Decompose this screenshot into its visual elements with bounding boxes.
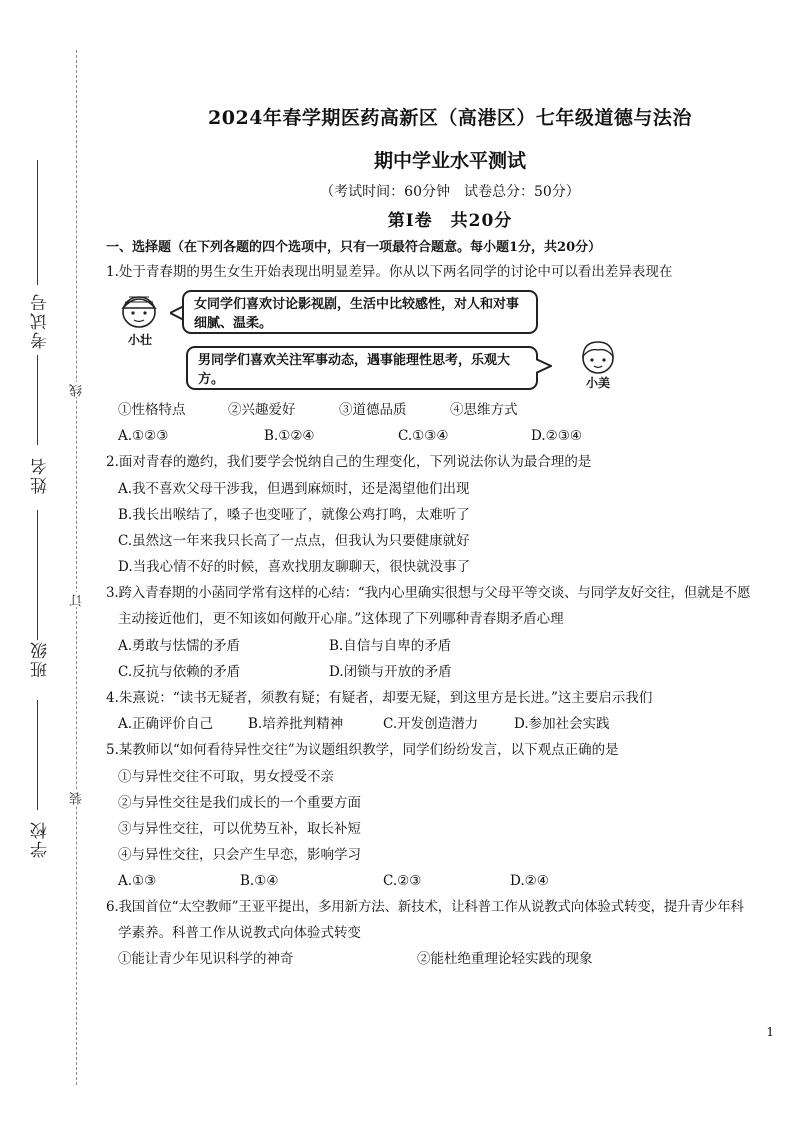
q5-option-d: D.②④: [510, 873, 549, 889]
q2-option-b: B.我长出喉结了，嗓子也变哑了，就像公鸡打鸣，太难听了: [118, 507, 470, 523]
exam-no-label: 考试号: [31, 292, 51, 349]
q1-option-d: D.②③④: [531, 428, 582, 444]
q5-item-1: ①与异性交往不可取，男女授受不亲: [118, 769, 334, 785]
q5-item-2: ②与异性交往是我们成长的一个重要方面: [118, 795, 361, 811]
q4-stem: 4.朱熹说：“读书无疑者，须教有疑；有疑者，却要无疑，到这里方是长进。”这主要启示我们: [106, 690, 653, 706]
q1-stem: 1.处于青春期的男生女生开始表现出明显差异。你从以下两名同学的讨论中可以看出差异表现在: [106, 264, 673, 280]
q1-item-1: ①性格特点: [118, 402, 186, 418]
class-underline: [37, 510, 38, 640]
q5-item-3: ③与异性交往，可以优势互补，取长补短: [118, 821, 361, 837]
seal-dashed-line: [76, 50, 77, 1085]
q6-stem-line2: 学素养。科普工作从说教式向体验式转变: [118, 925, 361, 941]
q2-option-a: A.我不喜欢父母干涉我，但遇到麻烦时，还是渴望他们出现: [118, 481, 470, 497]
q6-item-1: ①能让青少年见识科学的神奇: [118, 951, 294, 967]
q3-option-b: B.自信与自卑的矛盾: [329, 638, 452, 654]
q4-option-d: D.参加社会实践: [514, 716, 610, 732]
girl-speech-bubble: 男同学们喜欢关注军事动态，遇事能理性思考，乐观大方。: [186, 346, 538, 390]
seal-bind-mark: 订: [70, 592, 85, 607]
school-label: 学校: [31, 820, 51, 858]
section1-heading: 一、选择题（在下列各题的四个选项中，只有一项最符合题意。每小题1分，共20分）: [106, 240, 602, 255]
q3-option-c: C.反抗与依赖的矛盾: [118, 664, 241, 680]
name-label: 姓名: [31, 456, 51, 494]
q3-option-a: A.勇敢与怯懦的矛盾: [118, 638, 241, 654]
girl-avatar-icon: [574, 336, 622, 378]
seal-install-mark: 装: [70, 790, 85, 805]
school-underline: [37, 700, 38, 810]
q6-item-2: ②能杜绝重理论轻实践的现象: [417, 951, 593, 967]
q1-option-a: A.①②③: [118, 428, 169, 444]
exam-info: （考试时间：60分钟 试卷总分：50分）: [320, 184, 580, 200]
page-number: 1: [766, 1025, 774, 1039]
girl-bubble-tail: [536, 358, 552, 374]
exam-title-line1: 2024年春学期医药高新区（高港区）七年级道德与法治: [208, 107, 692, 129]
q2-option-d: D.当我心情不好的时候，喜欢找朋友聊聊天，很快就没事了: [118, 559, 471, 575]
q6-stem-line1: 6.我国首位“太空教师”王亚平提出，多用新方法、新技术，让科普工作从说教式向体验式转变，提升青少年科: [106, 899, 744, 915]
q5-option-c: C.②③: [383, 873, 422, 889]
q2-stem: 2.面对青春的邀约，我们要学会悦纳自己的生理变化，下列说法你认为最合理的是: [106, 454, 592, 470]
boy-name: 小壮: [128, 333, 153, 347]
seal-line-mark: 线: [70, 382, 85, 397]
q1-option-c: C.①③④: [398, 428, 449, 444]
q2-option-c: C.虽然这一年来我只长高了一点点，但我认为只要健康就好: [118, 533, 470, 549]
q4-option-b: B.培养批判精神: [248, 716, 344, 732]
q3-stem-line1: 3.跨入青春期的小菡同学常有这样的心结：“我内心里确实很想与父母平等交谈、与同学友好交往，但就是不愿: [106, 585, 751, 601]
q3-stem-line2: 主动接近他们，更不知该如何敞开心扉。”这体现了下列哪种青春期矛盾心理: [118, 611, 564, 627]
q1-item-4: ④思维方式: [450, 402, 518, 418]
q3-option-d: D.闭锁与开放的矛盾: [329, 664, 452, 680]
q4-option-a: A.正确评价自己: [118, 716, 214, 732]
q5-option-b: B.①④: [240, 873, 279, 889]
part-title: 第Ⅰ卷 共20分: [387, 211, 513, 231]
q4-option-c: C.开发创造潜力: [383, 716, 479, 732]
girl-name: 小美: [586, 376, 611, 390]
q5-option-a: A.①③: [118, 873, 157, 889]
q5-item-4: ④与异性交往，只会产生早恋，影响学习: [118, 847, 361, 863]
class-label: 班级: [31, 640, 51, 678]
boy-speech-bubble: 女同学们喜欢讨论影视剧，生活中比较感性，对人和对事细腻、温柔。: [182, 290, 538, 334]
q1-item-2: ②兴趣爱好: [228, 402, 296, 418]
q1-item-3: ③道德品质: [339, 402, 407, 418]
exam-no-underline: [37, 160, 38, 285]
boy-avatar-icon: [113, 288, 165, 332]
name-underline: [37, 355, 38, 445]
exam-title-line2: 期中学业水平测试: [373, 150, 526, 172]
q1-option-b: B.①②④: [264, 428, 315, 444]
q5-stem: 5.某教师以“如何看待异性交往”为议题组织教学，同学们纷纷发言，以下观点正确的是: [106, 742, 619, 758]
